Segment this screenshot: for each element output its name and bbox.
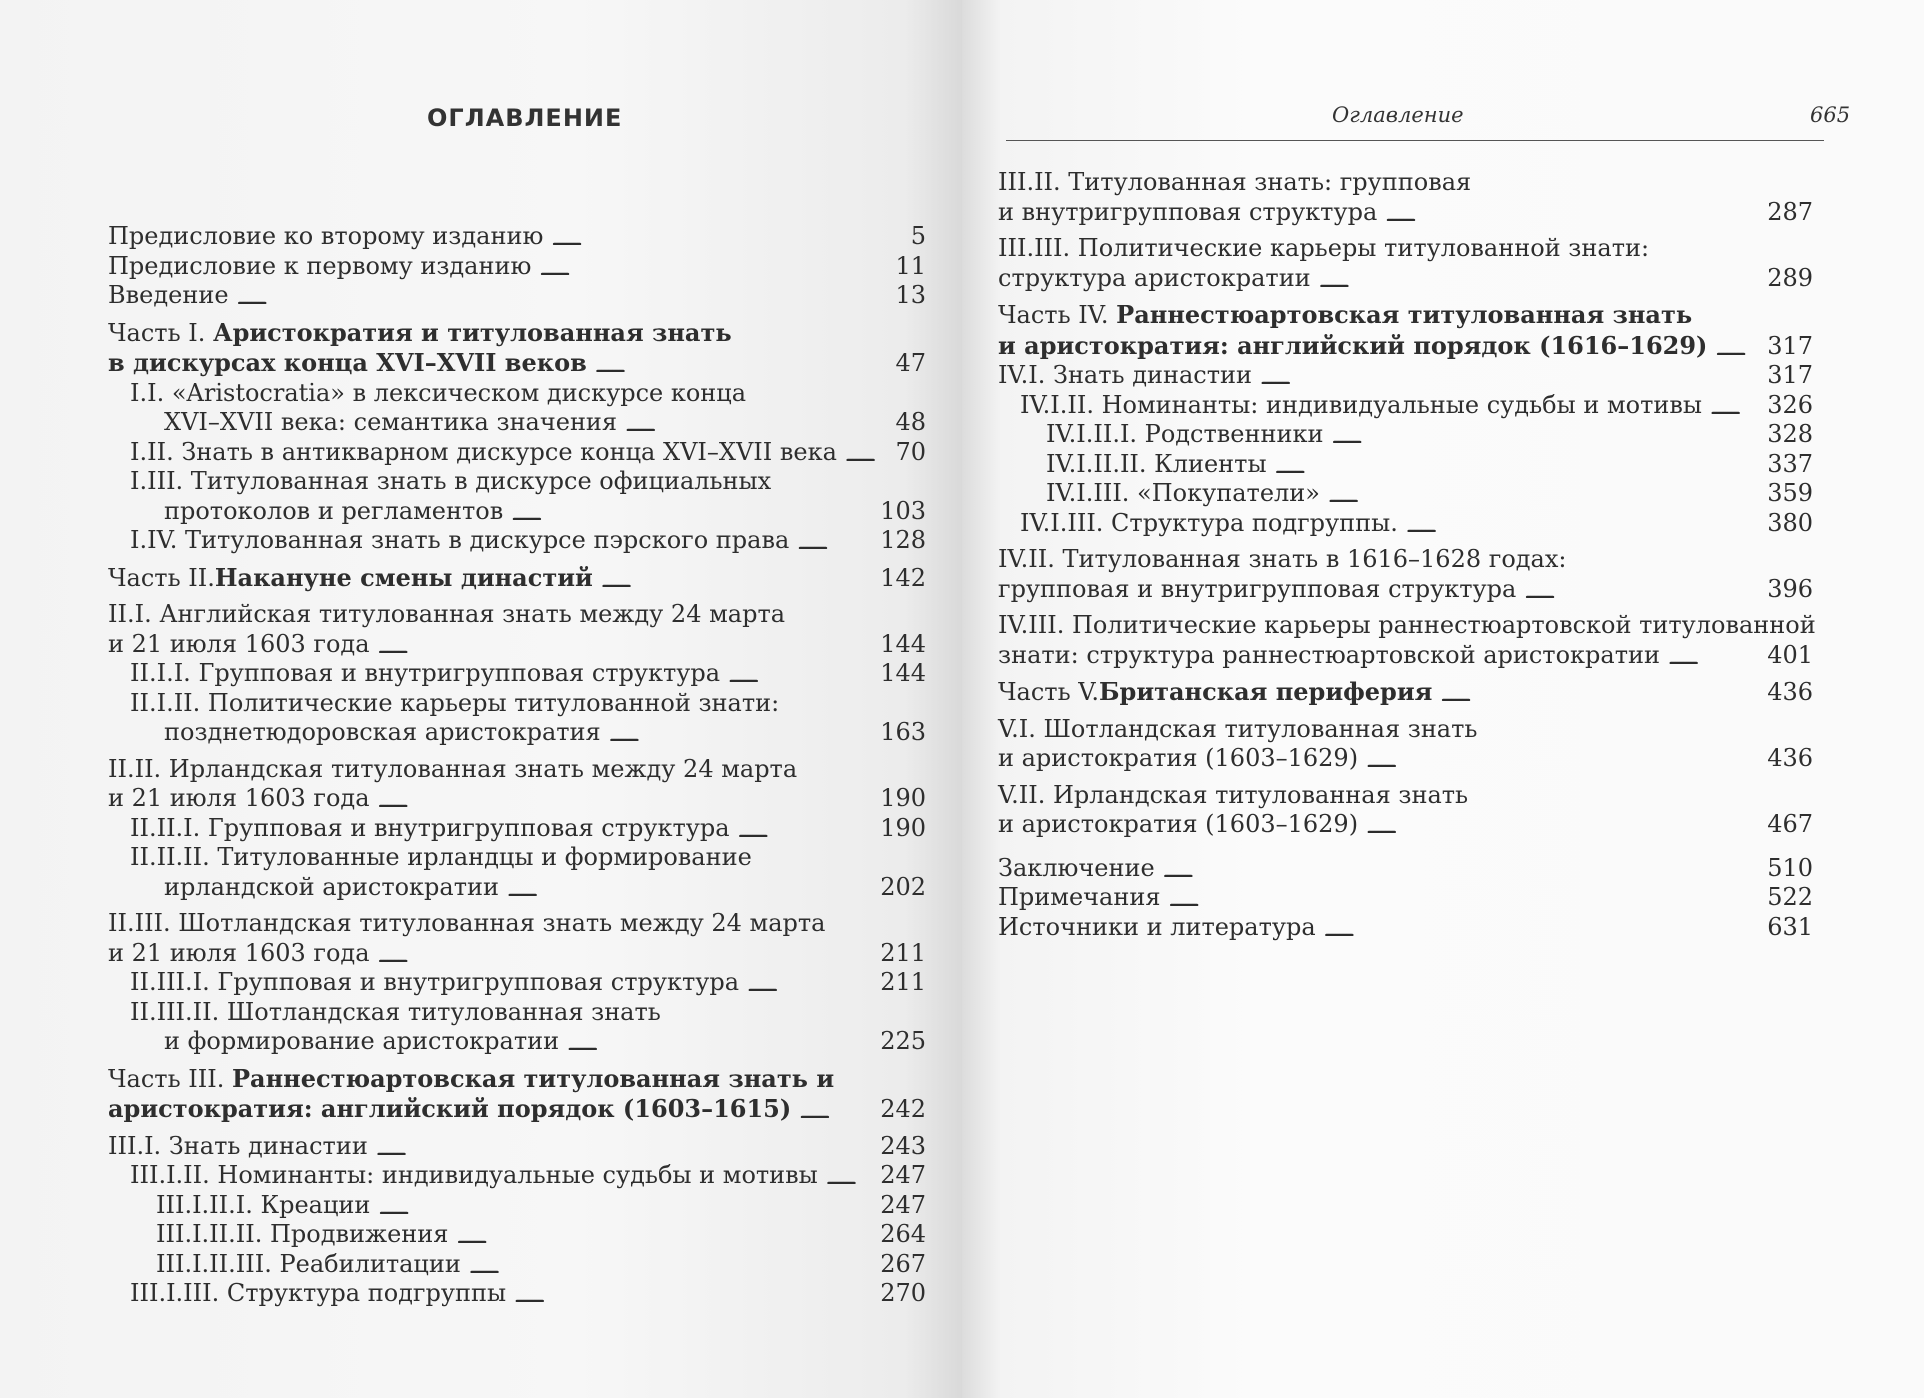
entry-title: II.I.I. Групповая и внутригрупповая структура (130, 659, 721, 687)
entry-title: V.I. Шотландская титулованная знать (998, 714, 1478, 743)
page-ref: 267 (880, 1249, 926, 1278)
page-ref: 190 (880, 813, 926, 842)
entry-title: позднетюдоровская аристократия (164, 718, 601, 746)
entry-title: аристократия: английский порядок (1603–1615) (108, 1094, 792, 1123)
entry-title: III.III. Политические карьеры титулованной знати: (998, 234, 1650, 262)
running-title: Оглавление (1332, 103, 1464, 127)
page-ref: 247 (880, 1161, 926, 1189)
entry-title: I.I. «Aristocratia» в лексическом дискурсе конца (130, 378, 747, 407)
entry-title: V.II. Ирландская титулованная знать (998, 780, 1469, 809)
toc-entry (108, 689, 926, 748)
page-ref: 287 (1767, 197, 1813, 226)
dot-leader (1385, 199, 1761, 223)
entry-title: III.I.III. Структура подгруппы (130, 1279, 507, 1307)
entry-title: в дискурсах конца XVI–XVII веков (108, 348, 587, 377)
dot-leader (567, 1028, 874, 1052)
toc-entry (108, 1064, 926, 1125)
dot-leader (376, 1133, 874, 1157)
dot-leader (514, 1280, 874, 1304)
page-ref: 337 (1767, 449, 1813, 478)
dot-leader (1324, 914, 1762, 938)
toc-entry (998, 913, 1813, 943)
dot-leader (1366, 811, 1761, 835)
entry-title: IV.III. Политические карьеры раннестюартовской титулованной (998, 611, 1816, 639)
toc-entry (998, 781, 1813, 840)
entry-title: I.III. Титулованная знать в дискурсе официальных (130, 467, 772, 495)
dot-leader (1715, 333, 1761, 357)
dot-leader (378, 785, 875, 809)
toc-entry (108, 281, 926, 311)
toc-entry (108, 1161, 926, 1191)
toc-entry (998, 854, 1813, 884)
toc-entry (108, 1220, 926, 1250)
page-ref: 48 (895, 408, 926, 436)
entry-title: и аристократия (1603–1629) (998, 810, 1359, 838)
page-ref: 270 (880, 1279, 926, 1307)
entry-title: II.III.I. Групповая и внутригрупповая структура (130, 968, 740, 996)
page-ref: 211 (880, 938, 926, 967)
part-label: Часть II. (108, 563, 215, 592)
entry-title: Аристократия и титулованная знать (213, 317, 732, 347)
toc-entry (998, 677, 1813, 708)
entry-title: протоколов и регламентов (164, 496, 504, 525)
dot-leader (601, 565, 874, 589)
entry-title: III.I.II.III. Реабилитации (156, 1249, 461, 1278)
entry-title: Предисловие к первому изданию (108, 251, 532, 280)
entry-title: III.I.II.II. Продвижения (156, 1220, 449, 1248)
entry-title: II.I.II. Политические карьеры титулованной знати: (130, 688, 780, 717)
page-ref: 242 (880, 1095, 926, 1123)
entry-title: Источники и литература (998, 912, 1316, 941)
dot-leader (1328, 480, 1761, 504)
toc-entry (108, 1279, 926, 1309)
entry-title: и 21 июля 1603 года (108, 629, 370, 658)
entry-title: III.I. Знать династии (108, 1131, 368, 1160)
toc-entry (998, 361, 1813, 391)
entry-title: Раннестюартовская титулованная знать (1116, 300, 1693, 329)
dot-leader (1275, 451, 1762, 475)
dot-leader (469, 1251, 874, 1275)
entry-title: ирландской аристократии (164, 872, 499, 901)
entry-title: IV.I.II. Номинанты: индивидуальные судьбы и мотивы (1020, 390, 1702, 419)
toc-entry (108, 1191, 926, 1221)
entry-title: IV.I.II.I. Родственники (1046, 420, 1324, 448)
toc-entry (108, 252, 926, 282)
entry-title: и аристократия (1603–1629) (998, 744, 1359, 772)
toc-entry (998, 450, 1813, 480)
entry-title: II.II. Ирландская титулованная знать между 24 марта (108, 754, 798, 783)
toc-list-left (108, 222, 926, 1309)
page-ref: 142 (880, 563, 926, 592)
entry-title: III.I.II. Номинанты: индивидуальные судьбы и мотивы (130, 1161, 818, 1189)
dot-leader (551, 223, 904, 247)
page-ref: 243 (880, 1131, 926, 1160)
page-number: 665 (1810, 103, 1851, 127)
toc-entry (108, 438, 926, 468)
entry-title: Примечания (998, 883, 1161, 911)
toc-entry (108, 318, 926, 379)
toc-entry (108, 526, 926, 556)
toc-entry (998, 509, 1813, 539)
dot-leader (738, 815, 875, 839)
dot-leader (378, 940, 875, 964)
page-ref: 247 (880, 1190, 926, 1219)
part-label: Часть III. (108, 1064, 232, 1093)
entry-title: Введение (108, 281, 229, 309)
entry-title: II.II.I. Групповая и внутригрупповая структура (130, 813, 730, 842)
page-ref: 328 (1767, 420, 1813, 448)
toc-entry (998, 168, 1813, 227)
entry-title: Британская периферия (1099, 677, 1433, 706)
toc-entry (998, 300, 1813, 361)
page-ref: 5 (910, 222, 926, 250)
toc-entry (108, 909, 926, 968)
page-ref: 359 (1767, 479, 1813, 507)
dot-leader (378, 631, 875, 655)
toc-entry (108, 998, 926, 1057)
page-ref: 144 (880, 629, 926, 658)
entry-title: II.III. Шотландская титулованная знать между 24 марта (108, 909, 826, 937)
dot-leader (1260, 362, 1761, 386)
page-ref: 11 (895, 251, 926, 280)
toc-entry (108, 600, 926, 659)
dot-leader (728, 660, 874, 684)
dot-leader (1406, 510, 1761, 534)
page-ref: 401 (1767, 640, 1813, 669)
dot-leader (237, 282, 890, 306)
page-ref: 396 (1767, 574, 1813, 603)
header-rule (1006, 140, 1824, 141)
page-ref: 103 (880, 496, 926, 525)
part-label: Часть V. (998, 678, 1100, 706)
page-ref: 144 (880, 659, 926, 687)
entry-title: групповая и внутригрупповая структура (998, 574, 1517, 603)
dot-leader (378, 1192, 874, 1216)
toc-entry (998, 420, 1813, 450)
toc-entry (108, 814, 926, 844)
page-ref: 211 (880, 968, 926, 996)
page-ref: 510 (1767, 853, 1813, 882)
entry-title: I.IV. Титулованная знать в дискурсе пэрского права (130, 526, 790, 554)
dot-leader (845, 439, 890, 463)
entry-title: Накануне смены династий (214, 562, 593, 592)
entry-title: II.II.II. Титулованные ирландцы и формирование (130, 843, 752, 871)
toc-entry (998, 611, 1816, 670)
toc-list-right (998, 168, 1816, 942)
entry-title: XVI–XVII века: семантика значения (164, 408, 618, 436)
page-ref: 436 (1767, 678, 1813, 706)
page-ref: 467 (1767, 810, 1813, 838)
entry-title: и аристократия: английский порядок (1616–1629) (998, 330, 1708, 360)
page-ref: 380 (1767, 508, 1813, 537)
toc-entry (108, 968, 926, 998)
entry-title: знати: структура раннестюартовской аристократии (998, 640, 1660, 669)
page-ref: 47 (895, 349, 926, 377)
dot-leader (1440, 679, 1761, 703)
entry-title: II.I. Английская титулованная знать между 24 марта (108, 600, 786, 628)
page-ref: 225 (880, 1027, 926, 1055)
toc-entry (108, 1250, 926, 1280)
toc-heading: ОГЛАВЛЕНИЕ (427, 104, 623, 132)
dot-leader (507, 874, 874, 898)
page-ref: 436 (1767, 744, 1813, 772)
part-label: Часть IV. (998, 301, 1117, 329)
part-label: Часть I. (108, 318, 214, 347)
dot-leader (1163, 855, 1762, 879)
toc-entry (998, 545, 1813, 604)
toc-entry (108, 1132, 926, 1162)
page-ref: 13 (895, 281, 926, 309)
page-ref: 190 (880, 784, 926, 812)
page-ref: 631 (1767, 912, 1813, 941)
page-ref: 317 (1767, 361, 1813, 389)
page-ref: 317 (1767, 331, 1813, 360)
toc-entry (108, 379, 926, 438)
dot-leader (456, 1221, 874, 1245)
dot-leader (625, 409, 889, 433)
entry-title: IV.I.II.II. Клиенты (1046, 449, 1267, 478)
entry-title: IV.I.III. Структура подгруппы. (1020, 508, 1398, 537)
dot-leader (1319, 265, 1762, 289)
dot-leader (797, 527, 874, 551)
entry-title: Предисловие ко второму изданию (108, 222, 544, 250)
dot-leader (1668, 642, 1761, 666)
entry-title: III.I.II.I. Креации (156, 1190, 371, 1219)
entry-title: и 21 июля 1603 года (108, 784, 370, 812)
entry-title: III.II. Титулованная знать: групповая (998, 168, 1472, 196)
page-ref: 163 (880, 718, 926, 746)
entry-title: Раннестюартовская титулованная знать и (231, 1063, 835, 1093)
dot-leader (595, 350, 890, 374)
toc-entry (108, 563, 926, 594)
page-ref: 326 (1767, 390, 1813, 419)
dot-leader (747, 969, 874, 993)
dot-leader (609, 719, 875, 743)
toc-entry (998, 715, 1813, 774)
right-page (962, 0, 1924, 1398)
entry-title: и формирование аристократии (164, 1027, 560, 1055)
toc-entry (998, 391, 1813, 421)
dot-leader (1710, 392, 1761, 416)
toc-entry (998, 234, 1813, 293)
page-ref: 202 (880, 872, 926, 901)
toc-entry (108, 222, 926, 252)
dot-leader (539, 253, 889, 277)
toc-entry (108, 467, 926, 526)
entry-title: II.III.II. Шотландская титулованная знать (130, 997, 661, 1026)
page-ref: 264 (880, 1220, 926, 1248)
entry-title: и 21 июля 1603 года (108, 938, 370, 967)
toc-entry (108, 843, 926, 902)
entry-title: и внутригрупповая структура (998, 197, 1378, 226)
toc-entry (108, 659, 926, 689)
page-ref: 522 (1767, 883, 1813, 911)
toc-entry (998, 479, 1813, 509)
entry-title: IV.II. Титулованная знать в 1616–1628 годах: (998, 545, 1567, 573)
dot-leader (1168, 884, 1761, 908)
dot-leader (511, 498, 874, 522)
entry-title: Заключение (998, 853, 1155, 882)
toc-entry (998, 883, 1813, 913)
page-ref: 70 (895, 437, 926, 466)
page-ref: 289 (1767, 263, 1813, 292)
dot-leader (1366, 745, 1761, 769)
entry-title: IV.I.III. «Покупатели» (1046, 479, 1320, 507)
entry-title: I.II. Знать в антикварном дискурсе конца XVI–XVII века (130, 437, 837, 466)
entry-title: IV.I. Знать династии (998, 361, 1253, 389)
dot-leader (826, 1162, 874, 1186)
toc-entry (108, 755, 926, 814)
dot-leader (1331, 421, 1761, 445)
dot-leader (1524, 576, 1761, 600)
dot-leader (799, 1096, 874, 1120)
page-ref: 128 (880, 526, 926, 554)
entry-title: структура аристократии (998, 263, 1311, 292)
